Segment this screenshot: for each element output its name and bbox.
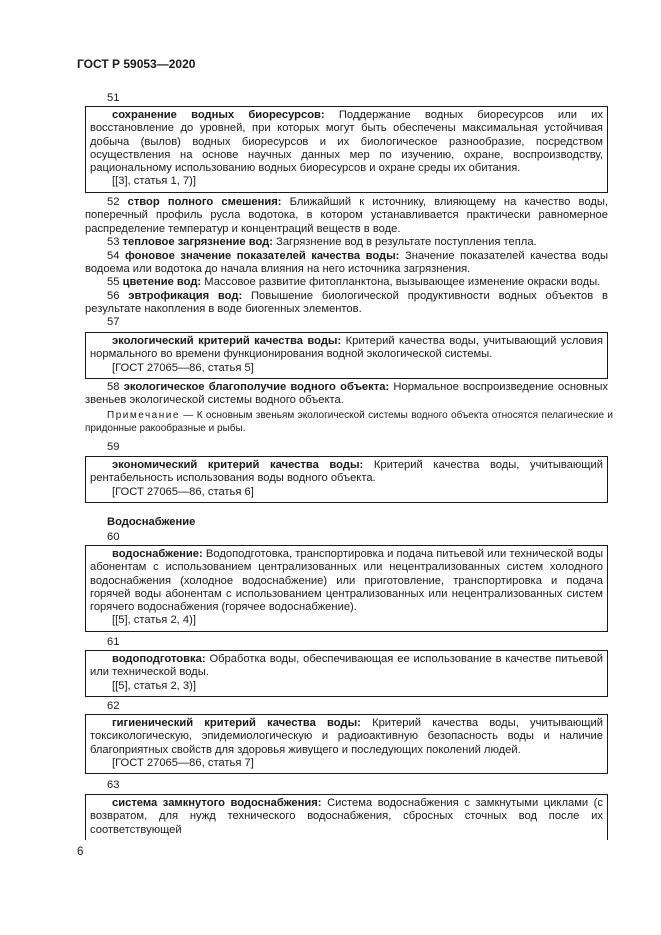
entry-number-59: 59 [107, 441, 120, 453]
term-box-51 [85, 106, 608, 193]
definition-text-51: Поддержание водных биоресурсов или их восстановление до уровней, при которых могут быть обеспечены максимальная устойчивая добыча (вылов) водных биоресурсов и их биологическое разнообразие, посредством осуществления на основе научных данных мер по изучению, охране, воспроизводству, рациональному использованию водных биоресурсов и охране среды их обитания. [90, 109, 603, 175]
term-51: сохранение водных биоресурсов: [112, 109, 325, 121]
term-box-60 [85, 545, 608, 632]
note-label: Примечание [107, 410, 180, 421]
term-box-57 [85, 332, 608, 379]
term-61: водоподготовка: [112, 653, 206, 665]
term-53: тепловое загрязнение вод: [122, 236, 273, 248]
note-58 [85, 410, 613, 435]
term-box-62 [85, 714, 608, 774]
definition-text-59: Критерий качества воды, учитывающий рентабельность использования воды водного объекта. [90, 459, 603, 485]
term-box-59 [85, 456, 608, 503]
entry-number-57: 57 [107, 316, 120, 328]
definition-text-54: Значение показателей качества воды водоема или водотока до начала влияния на него источника загрязнения. [85, 250, 608, 276]
definition-text-61: Обработка воды, обеспечивающая ее использование в качестве питьевой или технической воды. [90, 653, 603, 679]
term-59: экономический критерий качества воды: [112, 459, 364, 471]
term-62: гигиенический критерий качества воды: [112, 717, 361, 729]
reference-61: [[5], статья 2, 3)] [112, 679, 196, 692]
definition-52 [85, 196, 608, 236]
definition-55 [85, 276, 608, 289]
entry-number-58: 58 [107, 381, 120, 393]
reference-62: [ГОСТ 27065—86, статья 7] [112, 756, 254, 769]
definition-61 [90, 653, 603, 680]
definition-text-58: Нормальное воспроизведение основных звеньев экологической системы водного объекта. [85, 381, 608, 407]
term-60: водоснабжение: [112, 548, 203, 560]
definition-text-57: Критерий качества воды, учитывающий условия нормального во времени функционирования водной экологической системы. [90, 335, 603, 361]
document-header: ГОСТ Р 59053—2020 [77, 57, 196, 71]
entry-number-63: 63 [107, 779, 120, 791]
section-heading: Водоснабжение [107, 516, 196, 528]
reference-51: [[3], статья 1, 7)] [112, 175, 196, 188]
reference-57: [ГОСТ 27065—86, статья 5] [112, 361, 254, 374]
definition-59 [90, 459, 603, 486]
definition-text-53: Загрязнение вод в результате поступления тепла. [272, 236, 537, 248]
entry-number-51: 51 [107, 92, 120, 104]
definition-58 [85, 381, 608, 408]
term-box-63 [85, 794, 608, 840]
entry-number-54: 54 [107, 250, 120, 262]
note-dash: — [179, 410, 197, 421]
reference-59: [ГОСТ 27065—86, статья 6] [112, 485, 254, 498]
definition-text-52: Ближайший к источнику, влияющему на качество воды, поперечный профиль русла водотока, в котором устанавливается практически равномерное распределение температур и концентраций веществ в воде. [85, 196, 609, 235]
term-54: фоновое значение показателей качества воды: [125, 250, 400, 262]
definition-53 [85, 236, 608, 249]
definition-56 [85, 290, 608, 317]
entry-number-61: 61 [107, 636, 120, 648]
term-63: система замкнутого водоснабжения: [112, 797, 322, 809]
definition-51 [90, 109, 603, 175]
entry-number-53: 53 [107, 236, 120, 248]
reference-60: [[5], статья 2, 4)] [112, 614, 196, 627]
definition-text-55: Массовое развитие фитопланктона, вызывающее изменение окраски воды. [201, 276, 601, 288]
term-box-61 [85, 650, 608, 697]
definition-text-63: Система водоснабжения с замкнутыми циклами (с возвратом, для нужд технического водоснабжения, сбросных сточных вод после их соответствующей [90, 797, 604, 836]
term-52: створ полного смешения: [127, 196, 282, 208]
definition-62 [90, 717, 603, 757]
term-55: цветение вод: [122, 276, 202, 288]
definition-57 [90, 335, 603, 362]
definition-60 [90, 548, 603, 614]
note-text: К основным звеньям экологической системы водного объекта относятся пелагические и придонные ракообразные и рыбы. [85, 410, 613, 434]
page-number: 6 [77, 846, 84, 858]
term-58: экологическое благополучие водного объекта: [123, 381, 390, 393]
entry-number-55: 55 [107, 276, 120, 288]
entry-number-60: 60 [107, 531, 120, 543]
entry-number-52: 52 [107, 196, 120, 208]
term-56: эвтрофикация вод: [128, 290, 243, 302]
definition-54 [85, 250, 608, 277]
definition-63 [90, 797, 603, 837]
entry-number-56: 56 [107, 290, 120, 302]
term-57: экологический критерий качества воды: [112, 335, 342, 347]
entry-number-62: 62 [107, 700, 120, 712]
definition-text-62: Критерий качества воды, учитывающий токсикологическую, эпидемиологическую и радиоактивную безопасность воды и наличие благоприятных свойств для здоровья живущего и последующих поколений людей. [90, 717, 603, 756]
definition-text-56: Повышение биологической продуктивности водных объектов в результате накопления в воде биогенных элементов. [85, 290, 608, 316]
definition-text-60: Водоподготовка, транспортировка и подача питьевой или технической воды абонентам с использованием централизованных или нецентрализованных систем холодного водоснабжения (холодное водоснабжение) или приготовление, транспортировка и подача горячей воды абонентам с использованием централизованных или нецентрализованных систем горячего водоснабжения (горячее водоснабжение). [90, 548, 603, 614]
